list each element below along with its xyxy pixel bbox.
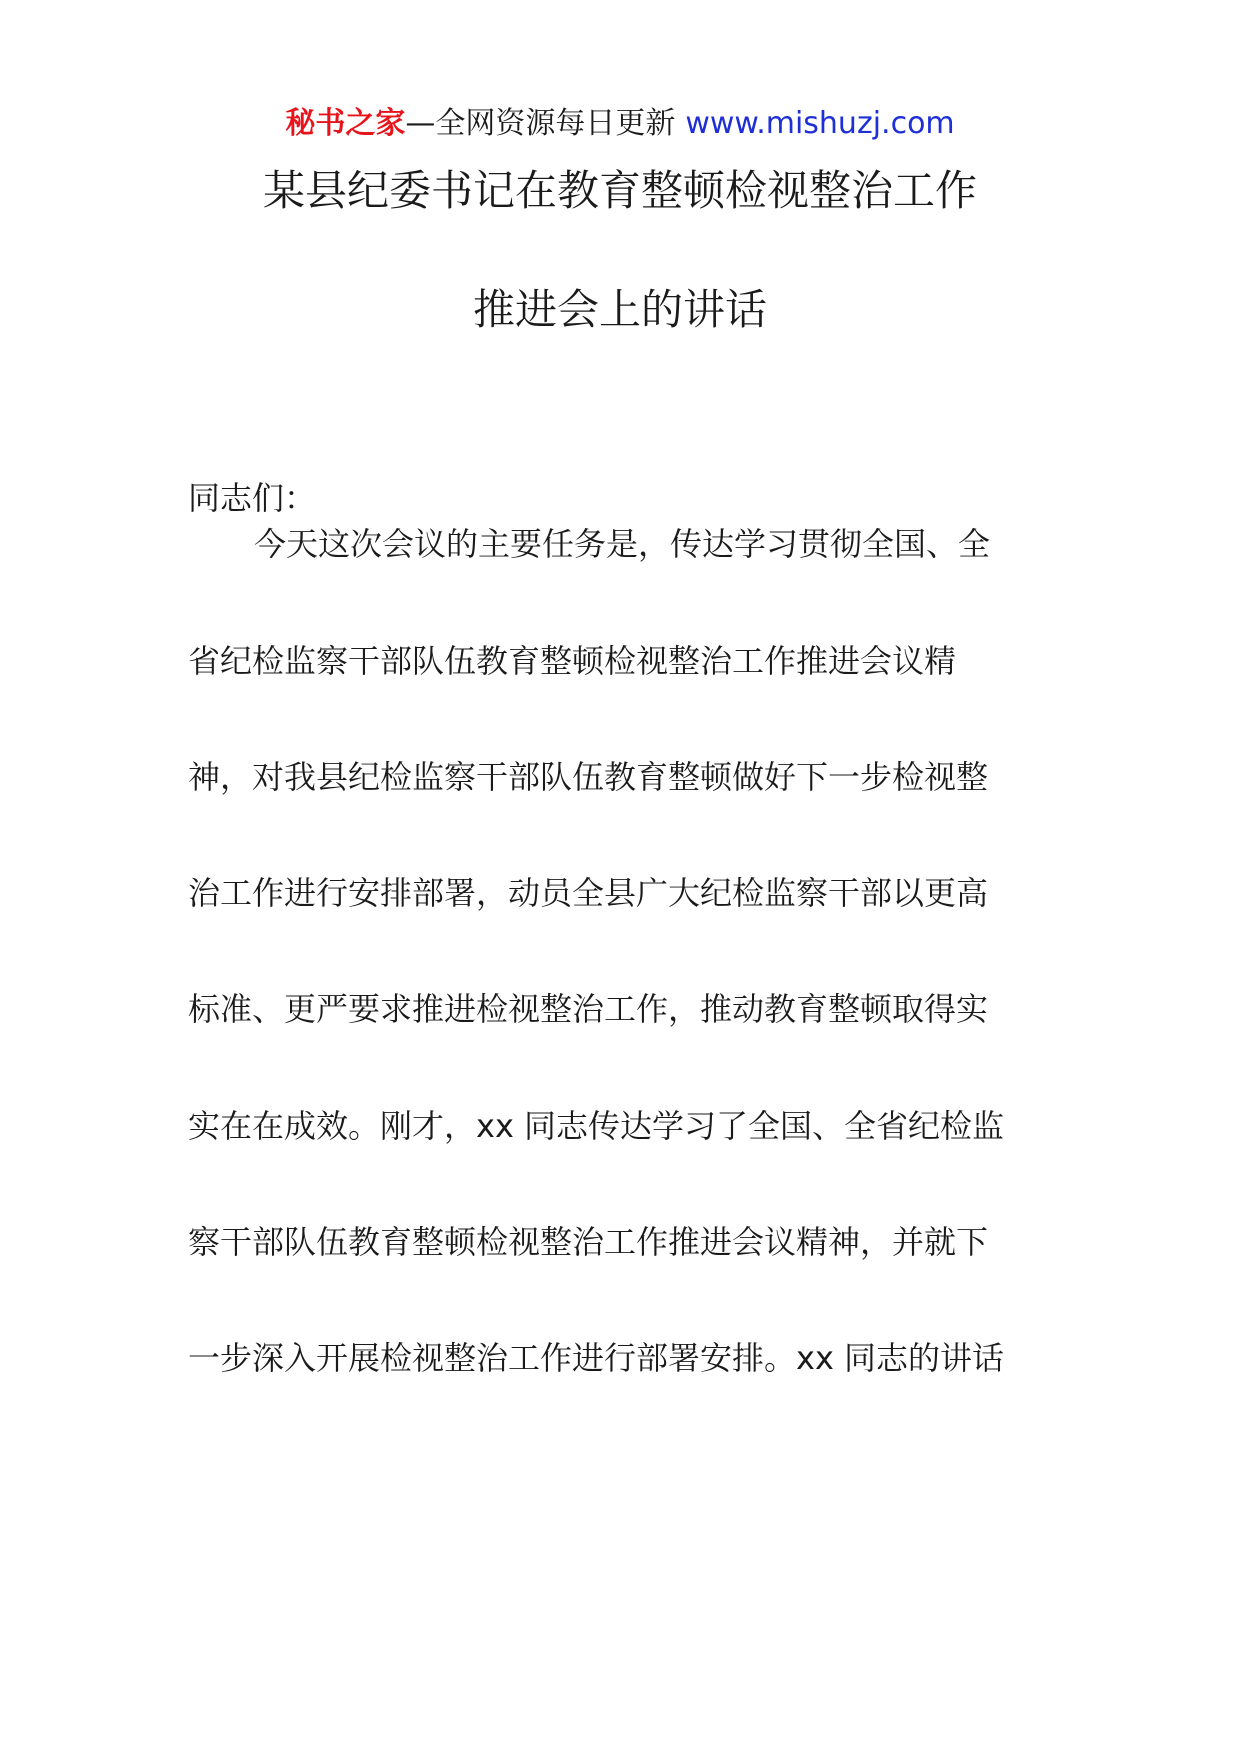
brand-url-link[interactable]: www.mishuzj.com [685,106,955,141]
body-line-7: 察干部队伍教育整顿检视整治工作推进会议精神，并就下 [188,1223,989,1261]
body-line-2: 省纪检监察干部队伍教育整顿检视整治工作推进会议精 [188,642,957,680]
body-line-5: 标准、更严要求推进检视整治工作，推动教育整顿取得实 [188,990,989,1028]
body-line-1: 今天这次会议的主要任务是，传达学习贯彻全国、全 [254,525,991,563]
body-line-8: 一步深入开展检视整治工作进行部署安排。xx 同志的讲话 [188,1339,1005,1377]
salutation: 同志们： [188,479,317,517]
body-line-6: 实在在成效。刚才，xx 同志传达学习了全国、全省纪检监 [188,1107,1005,1145]
brand-name: 秘书之家 [285,106,406,141]
document-title-line-1: 某县纪委书记在教育整顿检视整治工作 [262,166,977,215]
brand-tagline: —全网资源每日更新 [405,106,676,141]
watermark-header [0,104,1240,144]
body-line-3: 神，对我县纪检监察干部队伍教育整顿做好下一步检视整 [188,758,989,796]
body-line-4: 治工作进行安排部署，动员全县广大纪检监察干部以更高 [188,874,989,912]
document-title-line-2: 推进会上的讲话 [472,285,767,334]
